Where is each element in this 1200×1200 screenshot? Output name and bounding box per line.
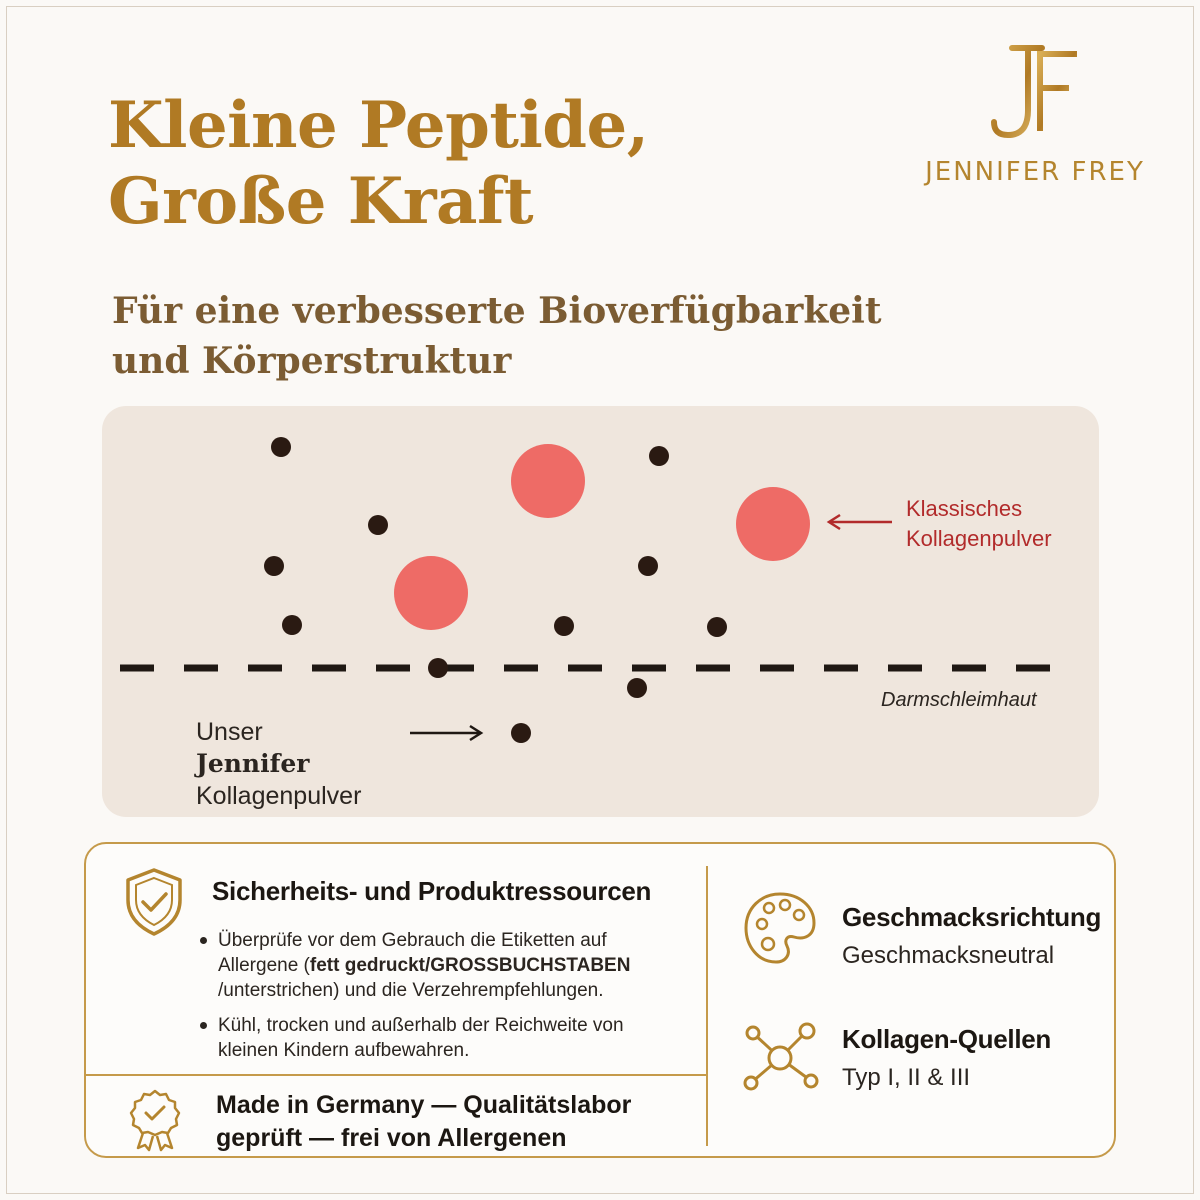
bullet-bold-text: fett gedruckt/GROSSBUCHSTABEN <box>309 955 631 976</box>
peptide-particle <box>638 556 658 576</box>
vertical-divider <box>706 866 708 1146</box>
sources-title: Kollagen-Quellen <box>842 1024 1052 1054</box>
classic-particle <box>736 487 810 561</box>
peptide-particle <box>282 615 302 635</box>
peptide-particle <box>707 617 727 637</box>
peptide-particle <box>627 678 647 698</box>
arrow-left-icon <box>829 515 892 529</box>
our-label-line-1 <box>196 716 361 780</box>
horizontal-divider <box>86 1074 706 1076</box>
classic-collagen-label <box>906 494 1052 554</box>
subtitle-line-2: und Körperstruktur <box>112 340 512 382</box>
our-collagen-label <box>196 716 361 812</box>
membrane-label: Darmschleimhaut <box>881 689 1037 711</box>
our-label-prefix: Unser <box>196 718 263 746</box>
list-item: Kühl, trocken und außerhalb der Reichweite von kleinen Kindern aufbewahren. <box>198 1013 688 1063</box>
molecule-icon <box>740 1020 820 1096</box>
title-line-2: Große Kraft <box>108 164 534 239</box>
arrow-right-icon <box>410 726 481 740</box>
peptide-particle <box>264 556 284 576</box>
page-title <box>108 88 649 240</box>
safety-list <box>198 928 688 1073</box>
brand-name: JENNIFER FREY <box>925 157 1145 187</box>
classic-particle <box>511 444 585 518</box>
classic-label-line-2: Kollagenpulver <box>906 526 1052 551</box>
peptide-particle <box>554 616 574 636</box>
made-line-1: Made in Germany — Qualitätslabor <box>216 1091 632 1119</box>
peptide-particle <box>271 437 291 457</box>
brand-logo <box>900 40 1170 190</box>
jf-monogram-icon <box>990 40 1080 145</box>
page-subtitle <box>112 286 881 386</box>
safety-title: Sicherheits- und Produktressourcen <box>212 876 652 906</box>
made-in-germany-text <box>216 1089 631 1155</box>
list-item <box>198 928 688 1003</box>
shield-check-icon <box>122 866 186 938</box>
taste-title: Geschmacksrichtung <box>842 902 1102 932</box>
classic-particle <box>394 556 468 630</box>
peptide-particle <box>368 515 388 535</box>
title-line-1: Kleine Peptide, <box>108 88 649 163</box>
bullet-text: /unterstrichen) und die Verzehrempfehlungen. <box>218 980 604 1001</box>
our-label-brand: Jennifer <box>196 749 310 778</box>
our-label-line-2: Kollagenpulver <box>196 782 362 810</box>
sources-value: Typ I, II & III <box>842 1064 971 1091</box>
classic-label-line-1: Klassisches <box>906 496 1023 521</box>
made-line-2: geprüft — frei von Allergenen <box>216 1124 567 1152</box>
bullet-text: Überprüfe vor dem Gebrauch die Etiketten auf Allergene ( <box>218 930 607 976</box>
peptide-particle <box>649 446 669 466</box>
palette-icon <box>742 890 818 966</box>
award-badge-icon <box>126 1088 184 1152</box>
taste-value: Geschmacksneutral <box>842 942 1055 969</box>
peptide-particle <box>428 658 448 678</box>
peptide-particle <box>511 723 531 743</box>
subtitle-line-1: Für eine verbesserte Bioverfügbarkeit <box>112 290 882 332</box>
